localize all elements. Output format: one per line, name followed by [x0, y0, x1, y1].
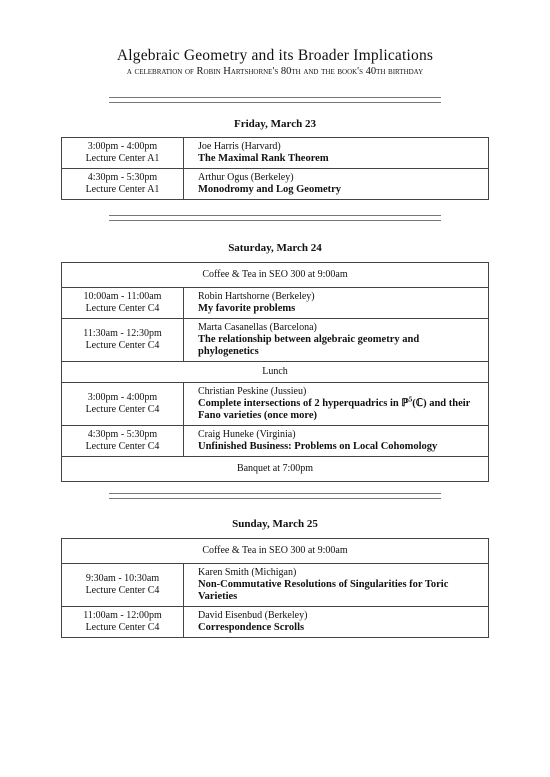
speaker-name: David Eisenbud (Berkeley)	[198, 610, 308, 621]
speaker-name: Craig Huneke (Virginia)	[198, 429, 296, 440]
table-row	[62, 426, 489, 457]
talk-title: Non-Commutative Resolutions of Singularities for Toric Varieties	[198, 579, 449, 602]
time-slot: 10:00am - 11:00am	[83, 291, 162, 302]
table-row	[62, 539, 489, 564]
talk-title: The Maximal Rank Theorem	[198, 153, 329, 164]
table-row	[62, 457, 489, 482]
schedule-table	[61, 538, 489, 638]
talk-title: Correspondence Scrolls	[198, 622, 305, 633]
table-row	[62, 564, 489, 607]
talk-cell	[184, 169, 489, 200]
speaker-name: Christian Peskine (Jussieu)	[198, 386, 307, 397]
section-divider	[109, 493, 441, 499]
note-cell: Banquet at 7:00pm	[62, 457, 489, 482]
room-label: Lecture Center C4	[85, 340, 160, 351]
time-cell	[62, 564, 184, 607]
table-row	[62, 138, 489, 169]
time-slot: 3:00pm - 4:00pm	[87, 392, 158, 403]
table-row	[62, 288, 489, 319]
day-heading: Sunday, March 25	[232, 518, 318, 530]
day-heading: Friday, March 23	[234, 118, 316, 130]
speaker-name: Robin Hartshorne (Berkeley)	[198, 291, 315, 302]
time-cell	[62, 288, 184, 319]
page-subtitle: a celebration of Robin Hartshorne's 80th and the book's 40th birthday	[126, 66, 424, 77]
note-cell: Coffee & Tea in SEO 300 at 9:00am	[62, 263, 489, 288]
time-slot: 11:00am - 12:00pm	[83, 610, 162, 621]
room-label: Lecture Center C4	[85, 404, 160, 415]
speaker-name: Joe Harris (Harvard)	[198, 141, 281, 152]
table-row	[62, 263, 489, 288]
time-slot: 11:30am - 12:30pm	[83, 328, 162, 339]
time-slot: 9:30am - 10:30am	[85, 573, 160, 584]
speaker-name: Marta Casanellas (Barcelona)	[198, 322, 317, 333]
day-heading: Saturday, March 24	[228, 242, 322, 254]
table-row	[62, 362, 489, 383]
talk-cell	[184, 426, 489, 457]
table-row	[62, 383, 489, 426]
note-cell: Lunch	[62, 362, 489, 383]
schedule-table	[61, 262, 489, 482]
time-cell	[62, 138, 184, 169]
table-row	[62, 607, 489, 638]
talk-cell	[184, 607, 489, 638]
section-divider	[109, 97, 441, 103]
table-row	[62, 319, 489, 362]
talk-title: Unfinished Business: Problems on Local Cohomology	[198, 441, 438, 452]
time-cell	[62, 607, 184, 638]
speaker-name: Karen Smith (Michigan)	[198, 567, 297, 578]
talk-title: Complete intersections of 2 hyperquadrics in ℙ$^5$(ℂ) and their Fano varieties (once more)	[198, 395, 471, 421]
room-label: Lecture Center C4	[85, 303, 160, 314]
note-cell: Coffee & Tea in SEO 300 at 9:00am	[62, 539, 489, 564]
talk-cell	[184, 383, 489, 426]
speaker-name: Arthur Ogus (Berkeley)	[198, 172, 294, 183]
time-cell	[62, 426, 184, 457]
page-title: Algebraic Geometry and its Broader Implications	[116, 47, 434, 64]
talk-title: My favorite problems	[198, 303, 296, 314]
time-cell	[62, 319, 184, 362]
time-slot: 3:00pm - 4:00pm	[87, 141, 158, 152]
talk-cell	[184, 319, 489, 362]
time-slot: 4:30pm - 5:30pm	[87, 172, 158, 183]
talk-cell	[184, 564, 489, 607]
talk-title: The relationship between algebraic geometry and phylogenetics	[198, 334, 420, 357]
talk-cell	[184, 288, 489, 319]
time-slot: 4:30pm - 5:30pm	[87, 429, 158, 440]
room-label: Lecture Center C4	[85, 441, 160, 452]
room-label: Lecture Center A1	[85, 153, 160, 164]
section-divider	[109, 215, 441, 221]
time-cell	[62, 383, 184, 426]
schedule-table	[61, 137, 489, 200]
room-label: Lecture Center C4	[85, 585, 160, 596]
time-cell	[62, 169, 184, 200]
table-row	[62, 169, 489, 200]
room-label: Lecture Center C4	[85, 622, 160, 633]
talk-cell	[184, 138, 489, 169]
room-label: Lecture Center A1	[85, 184, 160, 195]
talk-title: Monodromy and Log Geometry	[198, 184, 342, 195]
